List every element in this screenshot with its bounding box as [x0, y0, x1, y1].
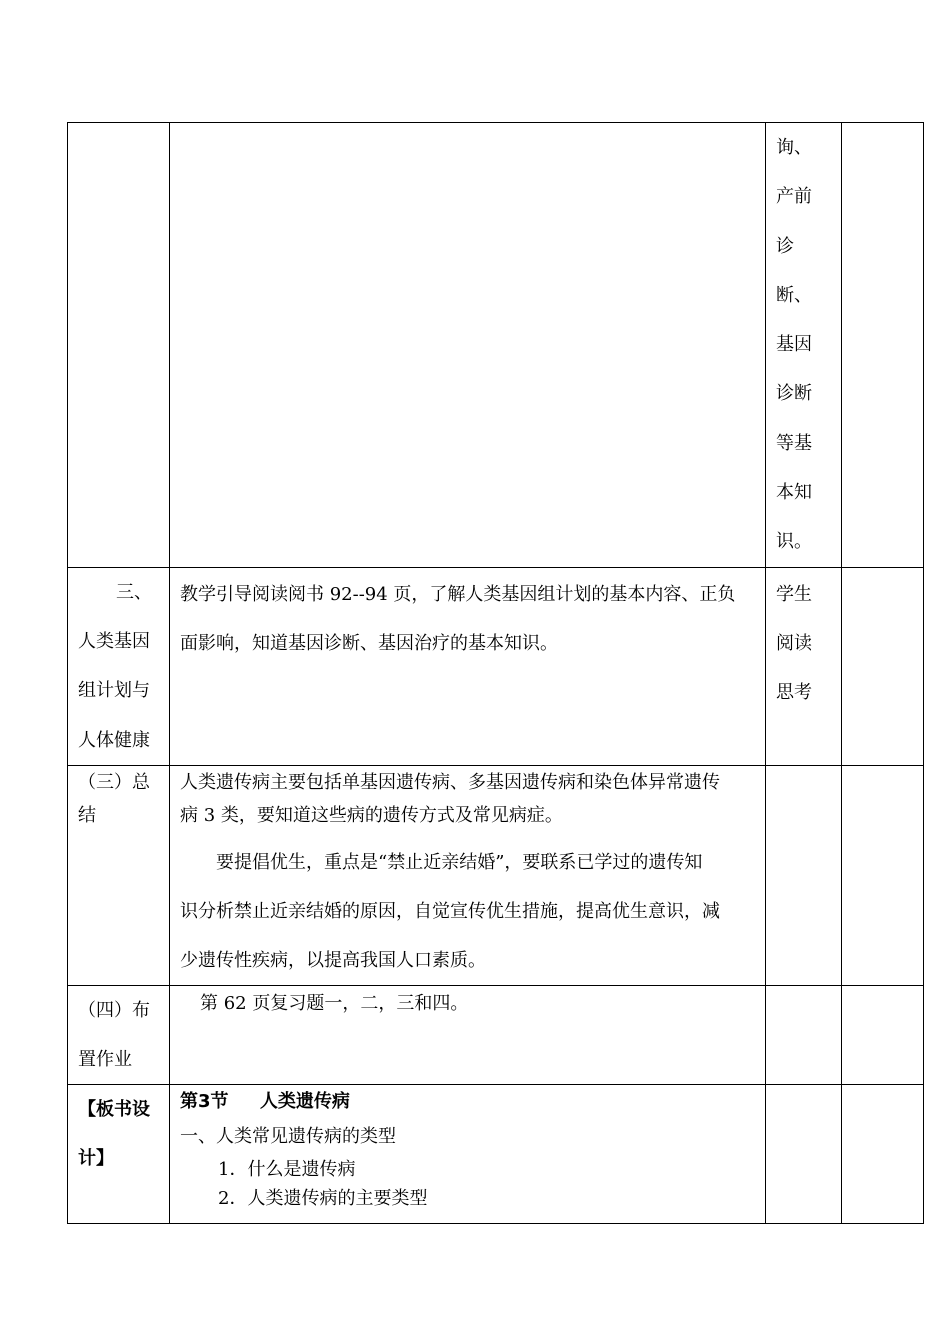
table-row	[68, 123, 924, 568]
table-row	[68, 567, 924, 765]
text-line: 病 3 类，要知道这些病的遗传方式及常见病症。	[180, 804, 563, 826]
student-activity-cell	[766, 123, 842, 568]
board-subheading: 一、人类常见遗传病的类型	[180, 1125, 396, 1147]
content-cell	[170, 765, 766, 985]
content-cell	[170, 123, 766, 568]
notes-cell	[842, 765, 924, 985]
text-line: 少遗传性疾病，以提高我国人口素质。	[180, 949, 486, 971]
text-line: 断、	[776, 284, 812, 306]
text-line: 要提倡优生，重点是“禁止近亲结婚”，要联系已学过的遗传知	[216, 851, 703, 873]
text-line: 结	[78, 804, 96, 826]
notes-cell	[842, 567, 924, 765]
text-line: 基因	[776, 334, 812, 356]
notes-cell	[842, 123, 924, 568]
text-line: 组计划与	[78, 680, 150, 702]
text-line: 阅读	[776, 632, 812, 654]
text-line: 置作业	[78, 1048, 132, 1070]
lesson-plan-table	[67, 122, 924, 1224]
notes-cell	[842, 1084, 924, 1223]
text-line: 识。	[776, 531, 812, 553]
text-line: 询、	[776, 137, 812, 158]
summary-paragraph	[180, 838, 755, 985]
board-heading: 第3节 人类遗传病	[180, 1090, 350, 1112]
student-activity-cell	[766, 765, 842, 985]
text-line: （四）布	[78, 999, 150, 1021]
text-line: 诊	[776, 235, 794, 257]
text-line: 教学引导阅读阅书 92--94 页，了解人类基因组计划的基本内容、正负	[180, 583, 736, 605]
table-row	[68, 985, 924, 1084]
table-row	[68, 765, 924, 985]
content-cell	[170, 567, 766, 765]
list-item: 2．人类遗传病的主要类型	[218, 1187, 428, 1209]
text-line: 人体健康	[78, 729, 150, 751]
stage-cell	[68, 765, 170, 985]
text-line: 学生	[776, 583, 812, 605]
content-cell: 第 62 页复习题一，二，三和四。	[170, 985, 766, 1084]
text-line: 等基	[776, 432, 812, 454]
list-item: 1．什么是遗传病	[218, 1158, 356, 1180]
stage-cell	[68, 985, 170, 1084]
student-activity-cell	[766, 567, 842, 765]
text-line: （三）总	[78, 771, 150, 793]
text-line: 产前	[776, 186, 812, 208]
text-line: 本知	[776, 482, 812, 504]
stage-cell	[68, 567, 170, 765]
text-line: 三、	[116, 581, 152, 603]
text-line: 计】	[78, 1147, 114, 1169]
text-line: 思考	[776, 682, 812, 704]
text-line: 人类遗传病主要包括单基因遗传病、多基因遗传病和染色体异常遗传	[180, 771, 720, 793]
student-activity-cell	[766, 985, 842, 1084]
table-row	[68, 1084, 924, 1223]
notes-cell	[842, 985, 924, 1084]
text-line: 诊断	[776, 383, 812, 405]
text-line: 识分析禁止近亲结婚的原因，自觉宣传优生措施，提高优生意识，减	[180, 900, 720, 922]
text-line: 人类基因	[78, 630, 150, 652]
stage-cell	[68, 1084, 170, 1223]
text-line: 面影响，知道基因诊断、基因治疗的基本知识。	[180, 632, 558, 654]
summary-paragraph	[180, 766, 755, 832]
text-line: 【板书设	[78, 1098, 150, 1120]
stage-cell	[68, 123, 170, 568]
student-activity-cell	[766, 1084, 842, 1223]
content-cell	[170, 1084, 766, 1223]
